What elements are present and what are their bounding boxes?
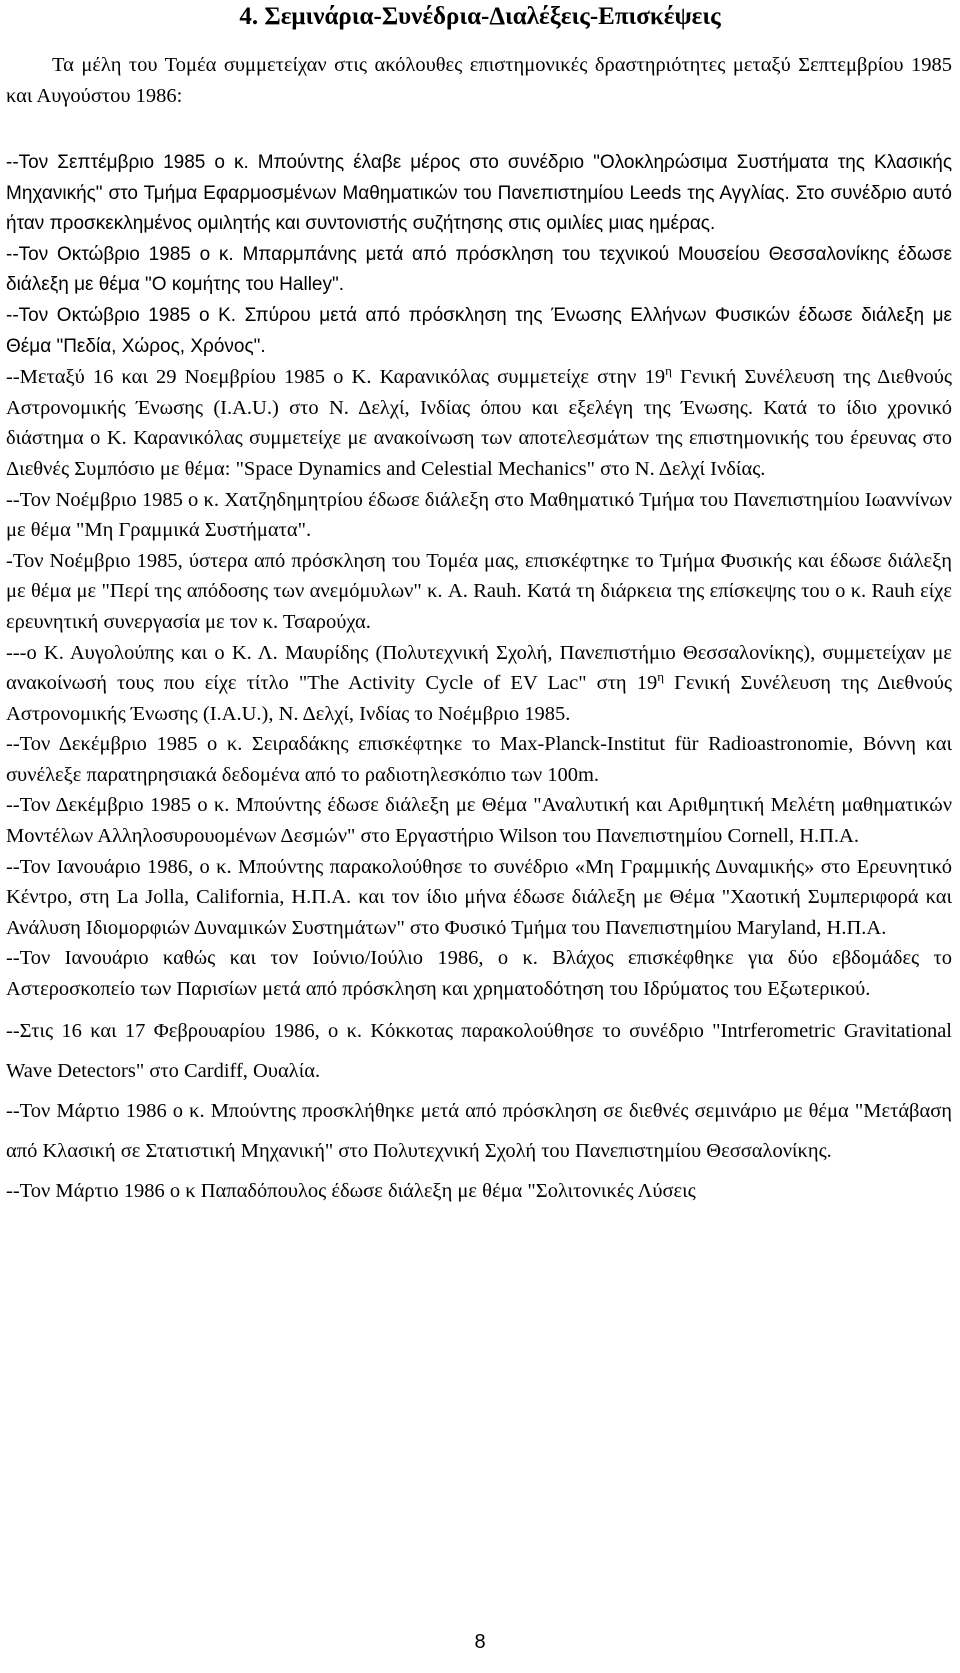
activity-entry: --Τον Μάρτιο 1986 ο κ. Μπούντης προσκλήθηκε μετά από πρόσκληση σε διεθνές σεμινάριο με θέμα "Μετάβαση από Κλασική σε Στατιστική Μηχανική" στο Πολυτεχνική Σχολή του Πανεπιστημίου Θεσσαλονίκης. — [6, 1099, 952, 1162]
entry-text-before: ---ο Κ. Αυγολούπης και ο Κ. Λ. Μαυρίδης (Πολυτεχνική Σχολή, Πανεπιστήμιο Θεσσαλονίκης), συμμετείχαν με ανακοίνωσή τους που είχε τίτλο "The Activity Cycle of EV Lac" στη 19 — [6, 641, 952, 695]
activity-entry — [6, 362, 952, 484]
activity-entry: --Τον Οκτώβριο 1985 ο κ. Μπαρμπάνης μετά από πρόσκληση του τεχνικού Μουσείου Θεσσαλονίκης έδωσε διάλεξη με θέμα "Ο κομήτης του Halley". — [6, 243, 952, 296]
activity-entry: --Τον Δεκέμβριο 1985 ο κ. Μπούντης έδωσε διάλεξη με Θέμα "Αναλυτική και Αριθμητική Μελέτη μαθηματικών Μοντέλων Αλληλοσυρουομένων Δεσμών" στο Εργαστήριο Wilson του Πανεπιστημίου Cornell, Η.Π.Α. — [6, 794, 952, 848]
entry-text-after: Γενική Συνέλευση της Διεθνούς Αστρονομικής Ένωσης (I.A.U.) στο Ν. Δελχί, Ινδίας όπου και εξελέγη της Ένωσης. Κατά το ίδιο χρονικό διάστημα ο Κ. Καρανικόλας συμμετείχε με ανακοίνωση των αποτελεσμάτων της επιστημονικής του έρευνας στο Διεθνές Συμπόσιο με θέμα: "Space Dynamics and Celestial Mechanics" στο Ν. Δελχί Ινδίας. — [6, 366, 952, 480]
activity-list — [6, 148, 952, 1211]
activity-entry: --Τον Σεπτέμβριο 1985 ο κ. Μπούντης έλαβε μέρος στο συνέδριο "Ολοκληρώσιμα Συστήματα της Κλασικής Μηχανικής" στο Τμήμα Εφαρμοσμένων Μαθηματικών του Πανεπιστημίου Leeds της Αγγλίας. Στο συνέδριο αυτό ήταν προσκεκλημένος ομιλητής και συντονιστής συζήτησης στις ομιλίες μιας ημέρας. — [6, 152, 952, 235]
entry-text-before: --Μεταξύ 16 και 29 Νοεμβρίου 1985 ο Κ. Καρανικόλας συμμετείχε στην 19 — [6, 366, 666, 389]
section-heading: 4. Σεμινάρια-Συνέδρια-Διαλέξεις-Επισκέψεις — [239, 3, 721, 30]
page-number: 8 — [474, 1631, 486, 1653]
activity-entry: --Τον Νοέμβριο 1985 ο κ. Χατζηδημητρίου έδωσε διάλεξη στο Μαθηματικό Τμήμα του Πανεπιστημίου Ιωαννίνων με θέμα "Μη Γραμμικά Συστήματα". — [6, 488, 952, 542]
activity-entry: --Τον Μάρτιο 1986 ο κ Παπαδόπουλος έδωσε διάλεξη με θέμα "Σολιτονικές Λύσεις — [6, 1179, 696, 1202]
activity-entry: --Τον Δεκέμβριο 1985 ο κ. Σειραδάκης επισκέφτηκε το Max-Planck-Institut für Radioastronomie, Βόννη και συνέλεξε παρατηρησιακά δεδομένα από το ραδιοτηλεσκόπιο των 100m. — [6, 733, 952, 786]
entry-text-after: Γενική Συνέλευση της Διεθνούς Αστρονομικής Ένωσης (I.A.U.), Ν. Δελχί, Ινδίας το Νοέμβριο 1985. — [6, 672, 952, 725]
activity-entry: --Τον Οκτώβριο 1985 ο Κ. Σπύρου μετά από πρόσκληση της Ένωσης Ελλήνων Φυσικών έδωσε διάλεξη με Θέμα "Πεδία, Χώρος, Χρόνος". — [6, 304, 952, 357]
ordinal-superscript: η — [665, 363, 672, 379]
intro-paragraph: Τα μέλη του Τομέα συμμετείχαν στις ακόλουθες επιστημονικές δραστηριότητες μεταξύ Σεπτεμβρίου 1985 και Αυγούστου 1986: — [6, 54, 952, 107]
activity-entry: --Τον Ιανουάριο καθώς και τον Ιούνιο/Ιούλιο 1986, ο κ. Βλάχος επισκέφθηκε για δύο εβδομάδες το Αστεροσκοπείο των Παρισίων μετά από πρόσκληση και χρηματοδότηση του Ιδρύματος του Εξωτερικού. — [6, 947, 952, 1001]
ordinal-superscript: η — [657, 669, 665, 685]
activity-entry: --Τον Ιανουάριο 1986, ο κ. Μπούντης παρακολούθησε το συνέδριο «Μη Γραμμικής Δυναμικής» στο Ερευνητικό Κέντρο, στη La Jolla, California, Η.Π.Α. και τον ίδιο μήνα έδωσε διάλεξη με Θέμα "Χαοτική Συμπεριφορά και Ανάλυση Ιδιομορφιών Δυναμικών Συστημάτων" στο Φυσικό Τμήμα του Πανεπιστημίου Maryland, Η.Π.Α. — [6, 855, 952, 939]
activity-entry: --Στις 16 και 17 Φεβρουαρίου 1986, ο κ. Κόκκοτας παρακολούθησε το συνέδριο "Intrferometric Gravitational Wave Detectors" στο Cardiff, Ουαλία. — [6, 1019, 952, 1082]
activity-entry — [6, 638, 952, 730]
activity-entry: -Τον Νοέμβριο 1985, ύστερα από πρόσκληση του Τομέα μας, επισκέφτηκε το Τμήμα Φυσικής και έδωσε διάλεξη με θέμα με "Περί της απόδοσης των ανεμόμυλων" κ. A. Rauh. Κατά τη διάρκεια της επίσκεψης του ο κ. Rauh είχε ερευνητική συνεργασία με τον κ. Τσαρούχα. — [6, 549, 952, 633]
